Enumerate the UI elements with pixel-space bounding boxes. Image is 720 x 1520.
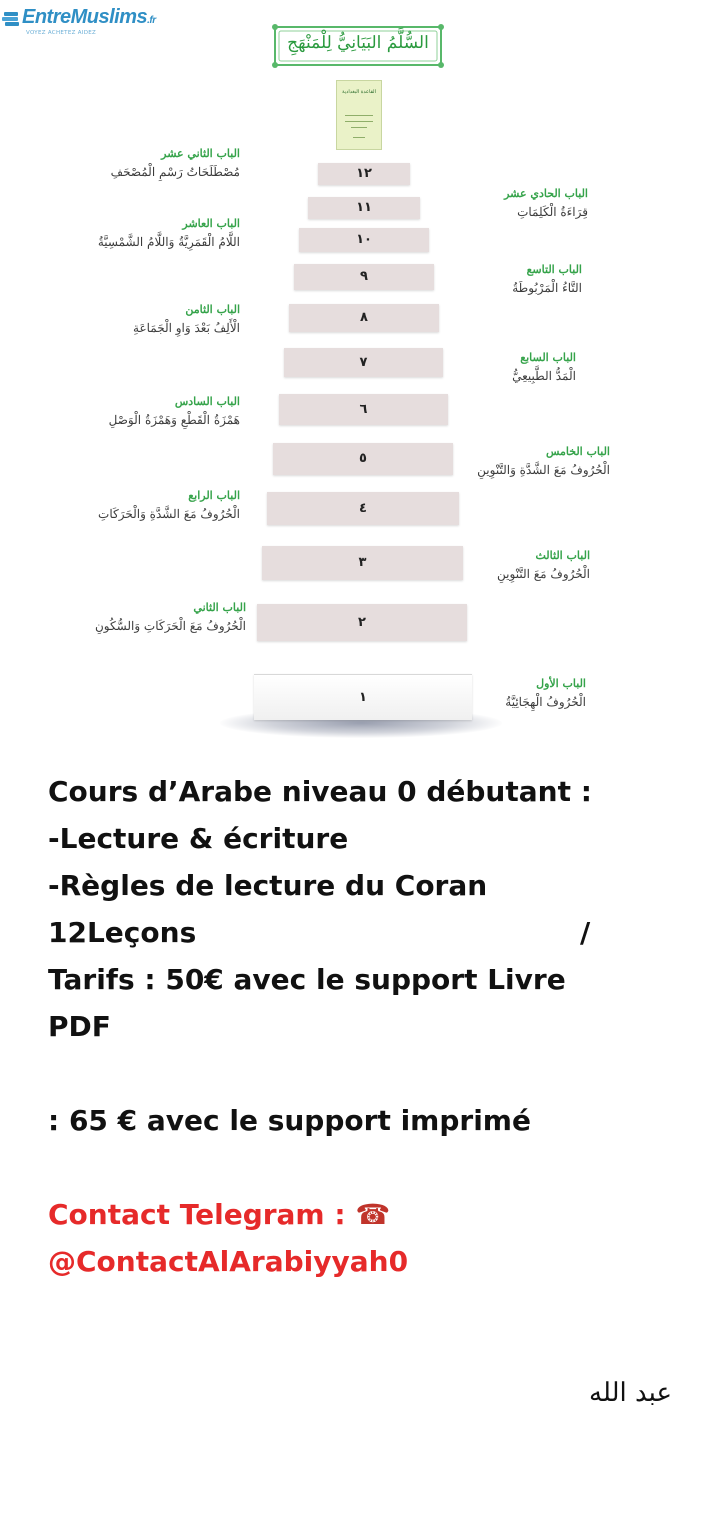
- lesson-heading: الباب التاسع: [526, 263, 582, 276]
- lesson-heading: الباب الثاني عشر: [161, 147, 240, 160]
- logo-name: EntreMuslims: [22, 6, 148, 28]
- lesson-4-label: [40, 488, 240, 524]
- step-number: ٤: [359, 501, 367, 516]
- separator-slash: /: [580, 916, 591, 949]
- lesson-name: الْحُرُوفُ مَعَ التَّنْوِينِ: [497, 567, 590, 581]
- lesson-name: الْحُرُوفُ مَعَ الشَّدَّةِ وَالتَّنْوِينِ: [477, 463, 610, 477]
- lesson-name: هَمْزَةُ الْقَطْعِ وَهَمْزَةُ الْوَصْلِ: [108, 413, 240, 427]
- lesson-name: الْأَلِفُ بَعْدَ وَاوِ الْجَمَاعَةِ: [133, 321, 240, 335]
- step-number: ٨: [360, 310, 368, 325]
- step-number: ٦: [359, 402, 368, 417]
- stack-of-books-icon: [2, 10, 22, 28]
- step-number: ٢: [358, 615, 366, 630]
- lesson-6-label: [40, 394, 240, 430]
- book-cover-title: القاعدة البغدادية: [342, 89, 376, 95]
- lesson-heading: الباب الأول: [536, 677, 586, 690]
- step-number: ١٢: [356, 166, 372, 181]
- chart-title: السُّلَّمُ البَيَانِيُّ لِلْمَنْهَجِ: [287, 33, 429, 53]
- lesson-heading: الباب الخامس: [545, 445, 610, 458]
- lesson-1-label: [386, 676, 586, 712]
- step-number: ٩: [360, 269, 368, 284]
- price-line-pdf: Tarifs : 50€ avec le support Livre: [48, 963, 566, 996]
- logo-tagline: VOYEZ ACHETEZ AIDEZ: [26, 30, 97, 36]
- lesson-heading: الباب العاشر: [182, 217, 240, 230]
- price-line-pdf-cont: PDF: [48, 1010, 111, 1043]
- lesson-name: الْمَدُّ الطَّبِيعِيُّ: [512, 369, 576, 383]
- lesson-heading: الباب السابع: [520, 351, 576, 364]
- lesson-name: الْحُرُوفُ مَعَ الْحَرَكَاتِ وَالسُّكُونِ: [94, 619, 246, 633]
- contact-label: Contact Telegram :: [48, 1198, 346, 1231]
- lesson-12-label: [40, 146, 240, 182]
- lesson-heading: الباب السادس: [174, 395, 240, 408]
- lesson-count-line: [48, 909, 688, 956]
- lesson-8-label: [40, 302, 240, 338]
- step-4: [267, 492, 459, 525]
- logo-tld: .fr: [147, 15, 156, 26]
- course-item-reading: -Lecture & écriture: [48, 822, 349, 855]
- step-6: [279, 394, 448, 425]
- lesson-10-label: [40, 216, 240, 252]
- step-number: ٣: [358, 555, 367, 570]
- telephone-icon: ☎: [355, 1198, 391, 1231]
- lesson-name: التَّاءُ الْمَرْبُوطَةُ: [512, 281, 582, 295]
- lesson-name: الْحُرُوفُ مَعَ الشَّدَّةِ وَالْحَرَكَاتِ: [98, 507, 240, 521]
- telegram-handle-link[interactable]: @ContactAlArabiyyah0: [48, 1245, 409, 1278]
- step-8: [289, 304, 439, 332]
- lesson-heading: الباب الثامن: [185, 303, 240, 316]
- lesson-name: الْحُرُوفُ الْهِجَائِيَّةُ: [505, 695, 586, 709]
- lesson-name: قِرَاءَةُ الْكَلِمَاتِ: [517, 205, 588, 219]
- entremuslims-logo: [2, 2, 156, 42]
- step-12: [318, 163, 410, 185]
- lesson-2-label: [46, 600, 246, 636]
- chart-title-frame: [272, 24, 444, 68]
- price-line-printed: : 65 € avec le support imprimé: [48, 1104, 531, 1137]
- step-number: ١١: [356, 200, 372, 215]
- lesson-3-label: [390, 548, 590, 584]
- course-title-line: Cours d’Arabe niveau 0 débutant :: [48, 775, 592, 808]
- step-number: ٥: [359, 451, 367, 466]
- lesson-9-label: [382, 262, 582, 298]
- lesson-heading: الباب الرابع: [188, 489, 240, 502]
- step-number: ١: [359, 690, 367, 705]
- step-number: ٧: [359, 355, 368, 370]
- book-cover-image: [336, 80, 382, 150]
- course-description: [48, 768, 688, 1285]
- lesson-count: 12Leçons: [48, 916, 197, 949]
- course-item-rules: -Règles de lecture du Coran: [48, 869, 488, 902]
- lesson-11-label: [388, 186, 588, 222]
- lesson-heading: الباب الحادي عشر: [504, 187, 588, 200]
- lesson-5-label: [410, 444, 610, 480]
- step-number: ١٠: [356, 232, 372, 247]
- lesson-heading: الباب الثالث: [535, 549, 590, 562]
- step-10: [299, 228, 429, 252]
- lesson-name: مُصْطَلَحَاتُ رَسْمِ الْمُصْحَفِ: [110, 165, 240, 179]
- contact-line: [48, 1191, 688, 1238]
- lesson-name: اللَّامُ الْقَمَرِيَّةُ وَاللَّامُ الشَّمْسِيَّةُ: [97, 235, 240, 249]
- step-2: [257, 604, 467, 641]
- signature: عبد الله: [589, 1378, 672, 1408]
- lesson-heading: الباب الثاني: [193, 601, 246, 614]
- lesson-7-label: [376, 350, 576, 386]
